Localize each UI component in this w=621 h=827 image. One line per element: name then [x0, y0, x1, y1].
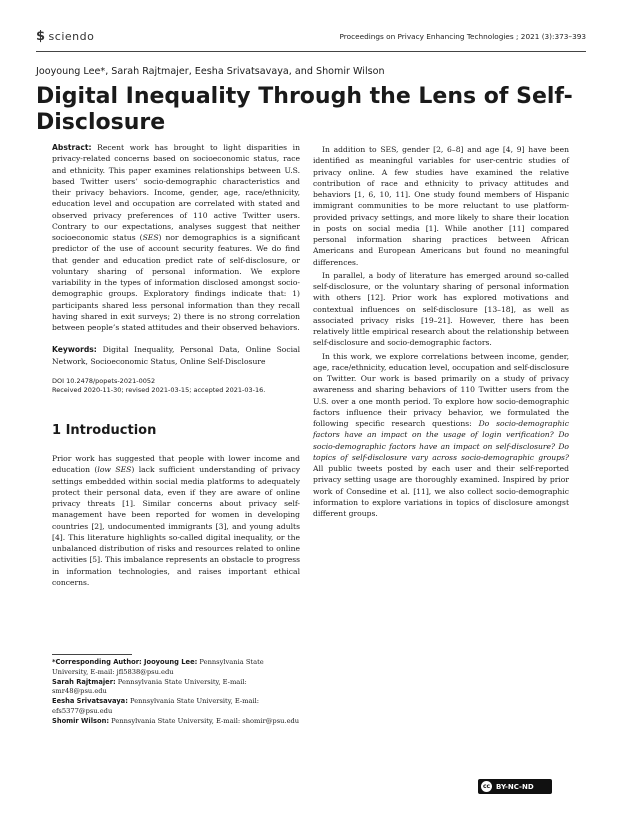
article-meta [52, 377, 300, 395]
doi[interactable]: DOI 10.2478/popets-2021-0052 [52, 376, 156, 385]
sciendo-logo-icon: $ [36, 29, 46, 44]
left-column [52, 142, 300, 588]
intro-p1-low-ses: low SES [97, 465, 132, 475]
page-header [36, 29, 586, 49]
intro-p4-a: In this work, we explore correlations between income, gender, age, race/ethnicity, education level, occupation and self-disclosure on Twitter. Our work is based primarily on a study of privacy awareness and sharing behaviors of 110 Twitter users from the U.S. over a one month period. To explore how socio-demographic factors influence their privacy behavior, we formulated the following specific research questions: [313, 351, 569, 428]
keywords-label: Keywords: [52, 345, 97, 355]
intro-p1-b: ) lack sufficient understanding of privacy settings embedded within social media platforms to adequately protect their personal data, even if they are aware of online privacy threats [1]. Similar concerns about privacy self-management have been reported for women in developing countries [2], undocumented immigrants [3], and young adults [4]. This literature highlights so-called digital inequality, or the unbalanced distribution of risks and resources related to online activities [5]. This imbalance represents an obstacle to progress in information technologies, and raises important ethical concerns. [52, 465, 300, 587]
footnote-author: Shomir Wilson: [52, 716, 110, 725]
footnote [52, 678, 300, 698]
intro-paragraph-2: In addition to SES, gender [2, 6–8] and age [4, 9] have been identified as meaningful variables for user-centric studies of privacy online. A few studies have examined the relative contribution of race and ethnicity to privacy attitudes and behaviors [1, 6, 10, 11]. One study found members of Hispanic immigrant communities to be more reluctant to use platform-provided privacy settings, and more likely to share their location in posts on social media [1]. While another [11] compared personal information sharing practices between African Americans and European Americans but found no meaningful differences. [313, 145, 569, 267]
footnote-author: Eesha Srivatsavaya: [52, 697, 128, 706]
author-list: Jooyoung Lee*, Sarah Rajtmajer, Eesha Srivatsavaya, and Shomir Wilson [36, 66, 385, 77]
footnote-affiliation: Pennsylvania State University, E-mail: shomir@psu.edu [109, 716, 300, 725]
right-column [313, 142, 569, 519]
footnote [52, 717, 300, 727]
intro-p1-a: Prior work has suggested that people with lower income and education ( [52, 454, 300, 475]
license-badge[interactable] [478, 779, 552, 794]
license-text: BY-NC-ND [496, 782, 534, 791]
abstract-text-b: ) nor demographics is a significant predictor of the use of account security features. We do find that gender and education predict rate of self-disclosure, or voluntary sharing of personal information. We explore variability in the types of information disclosed amongst socio-demographic groups. Exploratory findings indicate that: 1) participants shared less personal information than they recall having shared in exit surveys; 2) there is no strong correlation between people’s stated attitudes and their observed behaviors. [52, 233, 300, 332]
section-heading-introduction: 1 Introduction [52, 422, 157, 438]
journal-citation: Proceedings on Privacy Enhancing Technologies ; 2021 (3):373–393 [339, 32, 586, 41]
abstract-label: Abstract: [52, 143, 92, 152]
footnote-author: *Corresponding Author: Jooyoung Lee: [52, 658, 198, 666]
abstract-ses: SES [142, 233, 159, 242]
footnote [52, 697, 300, 717]
footnote-affiliation: Pennsylvania State University, E-mail: efs5377@psu.edu [52, 697, 260, 715]
header-rule [36, 51, 586, 52]
footnote-rule [52, 654, 132, 655]
research-questions: Do socio-demographic factors have an impact on the usage of login verification? Do socio-demographic factors have an impact on self-disclosure? Do topics of self-disclosure vary across socio-demographic groups? [313, 419, 569, 462]
publisher-logo [36, 29, 94, 44]
intro-paragraph-1 [52, 453, 300, 588]
footnote-author: Sarah Rajtmajer: [52, 677, 116, 686]
intro-p4-b: All public tweets posted by each user and their self-reported privacy setting usage are thoroughly examined. Inspired by prior work of Consedine et al. [11], we also collect socio-demographic information to explore variations in topics of disclosure amongst different groups. [313, 464, 569, 518]
paper-title: Digital Inequality Through the Lens of Self-Disclosure [36, 84, 573, 135]
intro-paragraph-4 [313, 351, 569, 520]
footnote-affiliation: Pennsylvania State University, E-mail: smr48@psu.edu [52, 677, 247, 696]
keywords-text: Digital Inequality, Personal Data, Online Social Network, Socioeconomic Status, Online Self-Disclosure [52, 345, 300, 366]
publisher-name: sciendo [48, 30, 95, 43]
received-dates: Received 2020-11-30; revised 2021-03-15; accepted 2021-03-16. [52, 385, 266, 394]
footnote-affiliation: Pennsylvania State University, E-mail: jfl5838@psu.edu [52, 658, 264, 676]
creative-commons-icon: cc [482, 783, 491, 790]
author-footnotes [52, 654, 300, 727]
keywords [52, 344, 300, 367]
footnote [52, 658, 300, 678]
intro-paragraph-3: In parallel, a body of literature has emerged around so-called self-disclosure, or the voluntary sharing of personal information with others [12]. Prior work has explored motivations and contextual influences on self-disclosure [13–18], as well as associated privacy risks [19–21]. However, there has been relatively little empirical research about the relationship between self-disclosure and socio-demographic factors. [313, 270, 569, 348]
abstract-text-a: Recent work has brought to light disparities in privacy-related concerns based on socioeconomic status, race and ethnicity. This paper examines relationships between U.S. based Twitter users’ socio-demographic characteristics and their privacy behaviors. Income, gender, age, race/ethnicity, education level and occupation are correlated with stated and observed privacy preferences of 110 active Twitter users. Contrary to our expectations, analyses suggest that neither socioeconomic status ( [52, 143, 300, 242]
abstract [52, 142, 300, 333]
